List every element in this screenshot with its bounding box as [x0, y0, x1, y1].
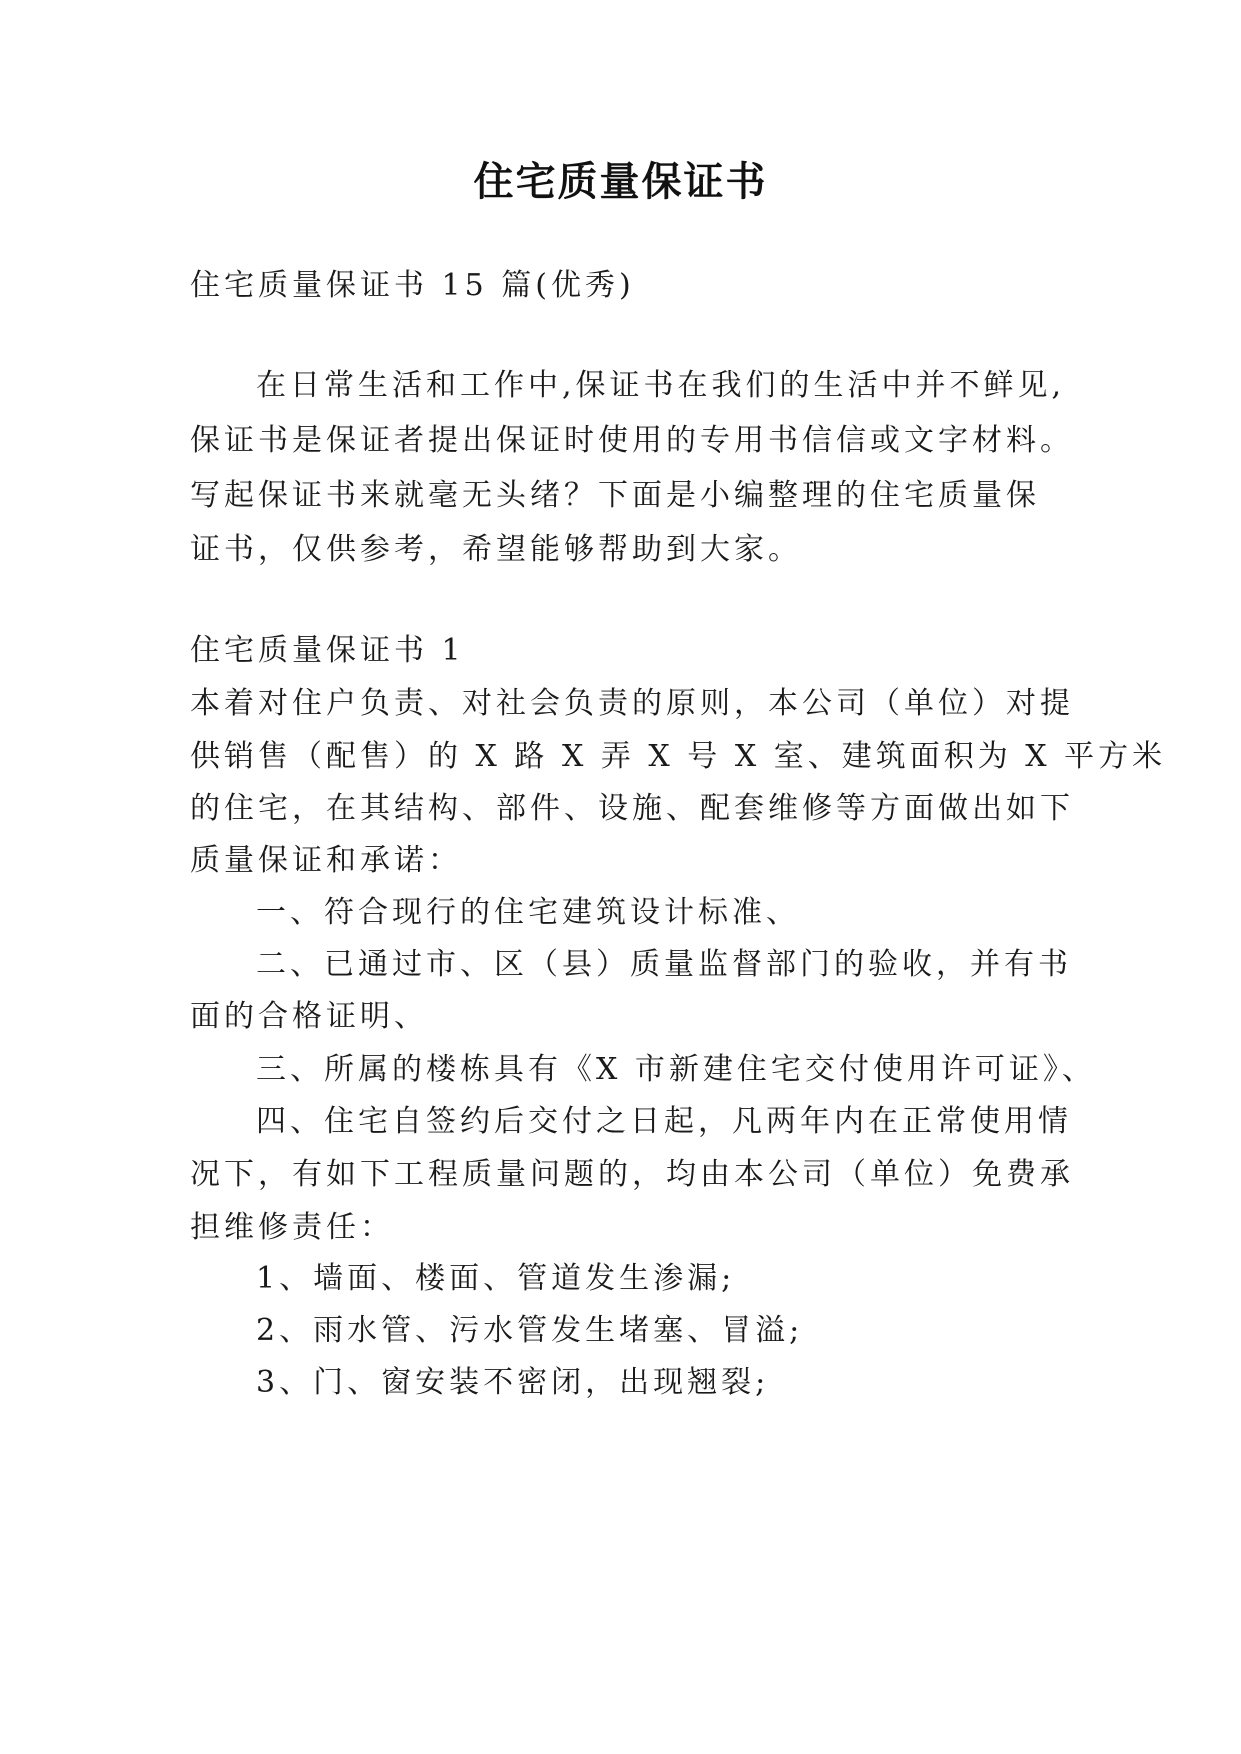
body-line: 面的合格证明、	[190, 999, 428, 1034]
body-line: 质量保证和承诺：	[190, 843, 462, 878]
document-subtitle: 住宅质量保证书 15 篇(优秀)	[190, 268, 635, 303]
body-line: 一、符合现行的住宅建筑设计标准、	[256, 895, 800, 930]
document-title: 住宅质量保证书	[473, 158, 768, 205]
body-line: 2、雨水管、污水管发生堵塞、冒溢;	[256, 1313, 804, 1348]
body-line: 1、墙面、楼面、管道发生渗漏;	[256, 1261, 736, 1296]
body-line: 担维修责任：	[190, 1210, 394, 1245]
intro-line: 在日常生活和工作中,保证书在我们的生活中并不鲜见,	[256, 368, 1066, 403]
body-line: 二、已通过市、区（县）质量监督部门的验收，并有书	[256, 947, 1072, 982]
intro-line: 证书，仅供参考，希望能够帮助到大家。	[190, 532, 802, 567]
body-line: 的住宅，在其结构、部件、设施、配套维修等方面做出如下	[190, 791, 1074, 826]
body-line: 三、所属的楼栋具有《X 市新建住宅交付使用许可证》、	[256, 1052, 1096, 1087]
body-line: 3、门、窗安装不密闭，出现翘裂;	[256, 1365, 770, 1400]
body-line: 况下，有如下工程质量问题的，均由本公司（单位）免费承	[190, 1157, 1074, 1192]
intro-line: 保证书是保证者提出保证时使用的专用书信信或文字材料。	[190, 423, 1074, 458]
body-line: 供销售（配售）的 X 路 X 弄 X 号 X 室、建筑面积为 X 平方米	[190, 739, 1167, 774]
section-heading: 住宅质量保证书 1	[190, 633, 465, 668]
body-line: 四、住宅自签约后交付之日起，凡两年内在正常使用情	[256, 1104, 1072, 1139]
intro-line: 写起保证书来就毫无头绪？下面是小编整理的住宅质量保	[190, 478, 1040, 513]
body-line: 本着对住户负责、对社会负责的原则，本公司（单位）对提	[190, 686, 1074, 721]
